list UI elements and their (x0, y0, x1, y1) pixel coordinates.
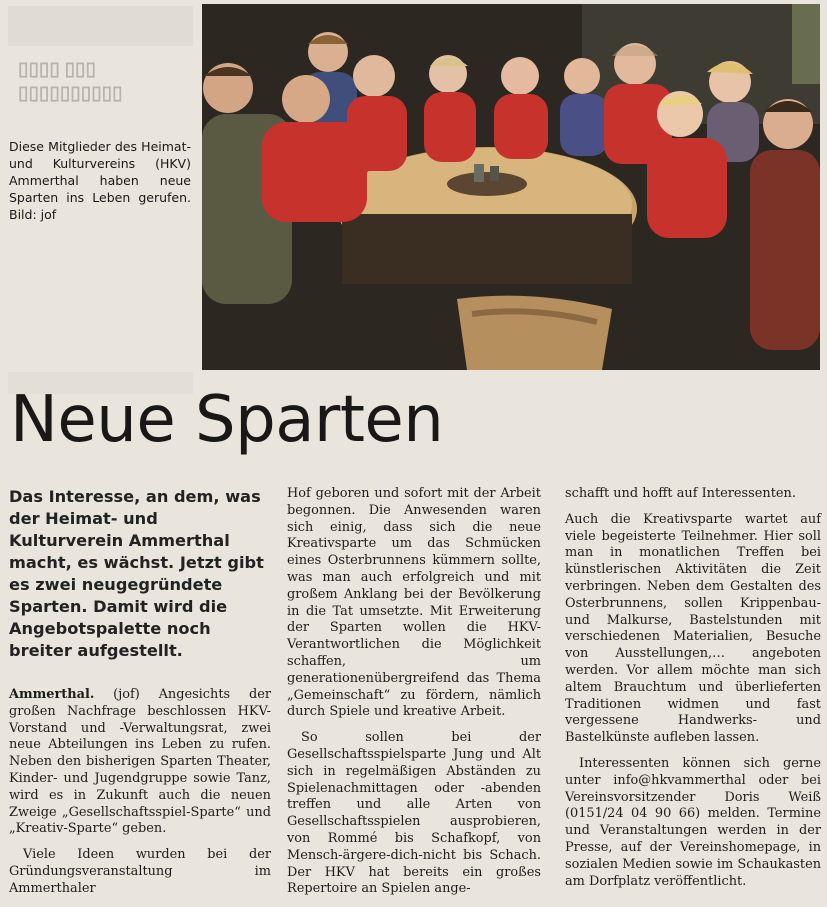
group-photo (202, 4, 820, 370)
article-paragraph: Auch die Kreativsparte wartet auf viele begeisterte Teilnehmer. Hier soll man in monatlichen Treffen bei künstlerischen Aktivitäten die Zeit verbringen. Neben dem Gestalten des Osterbrunnens, sollen Krippenbau- und Malkurse, Bastelstunden mit verschiedenen Materialien, Besuche von Ausstellungen,… angeboten werden. Vor allem möchte man sich altem Brauchtum und überlieferten Traditionen widmen und fast vergessene Handwerks- und Bastelkünste aufleben lassen. (565, 511, 821, 746)
article-paragraph: Viele Ideen wurden bei der Gründungsveranstaltung im Ammerthaler (9, 847, 271, 896)
article-paragraph-continued: schafft und hofft auf Interessenten. (565, 486, 796, 501)
paragraph-text: (jof) Angesichts der großen Nachfrage beschlossen HKV-Vorstand und -Verwaltungsrat, zwei neue Abteilungen ins Leben zu rufen. Neben den bisherigen Sparten Theater, Kinder- und Jugendgruppe sowie Tanz, wird es in Zukunft auch die neuen Zweige „Gesellschaftsspiel-Sparte“ und „Kreativ-Sparte“ geben. (9, 687, 271, 837)
group-photo-illustration (202, 4, 820, 370)
bleed-through-text: ▯▯▯▯ ▯▯▯ ▯▯▯▯▯▯▯▯▯▯ (18, 59, 123, 104)
bleed-through-block (8, 6, 193, 46)
dateline: Ammerthal. (9, 687, 95, 702)
article-column-3 (565, 486, 821, 899)
article-column-1 (9, 687, 271, 907)
article-teaser: Das Interesse, an dem, was der Heimat- und Kulturverein Ammerthal macht, es wächst. Jetzt gibt es zwei neugegründete Sparten. Damit wird die Angebotspalette noch breiter aufgestellt. (9, 487, 264, 660)
article-column-2 (287, 486, 541, 907)
article-paragraph: Interessenten können sich gerne unter info@hkvammerthal oder bei Vereinsvorsitzender Doris Weiß (0151/24 04 90 66) melden. Termine und Veranstaltungen werden in der Presse, auf der Vereinshomepage, in sozialen Medien sowie im Schaukasten am Dorfplatz veröffentlicht. (565, 755, 821, 889)
article-paragraph-continued: Hof geboren und sofort mit der Arbeit begonnen. Die Anwesenden waren sich einig, dass sich die neue Kreativsparte um das Schmücken eines Osterbrunnens kümmern sollte, was man auch erfolgreich und mit großem Anklang bei der Bevölkerung in die Tat umsetzte. Mit Erweiterung der Sparten wollen die HKV-Verantwortlichen die Möglichkeit schaffen, um generationenübergreifend das Thema „Gemeinschaft“ zu fördern, nämlich durch Spiele und kreative Arbeit. (287, 486, 541, 720)
article-paragraph: So sollen bei der Gesellschaftsspielsparte Jung und Alt sich in regelmäßigen Abständen zu Spielenachmittagen oder -abenden treffen und alle Arten von Gesellschaftsspielen ausprobieren, von Rommé bis Schafkopf, von Mensch-ärgere-dich-nicht bis Schach. Der HKV hat bereits ein großes Repertoire an Spielen ange- (287, 730, 541, 897)
photo-caption: Diese Mitglieder des Heimat- und Kulturvereins (HKV) Ammerthal haben neue Sparten ins Leben gerufen. Bild: jof (9, 139, 191, 222)
headline: Neue Sparten (10, 383, 444, 457)
article-paragraph (9, 687, 271, 838)
